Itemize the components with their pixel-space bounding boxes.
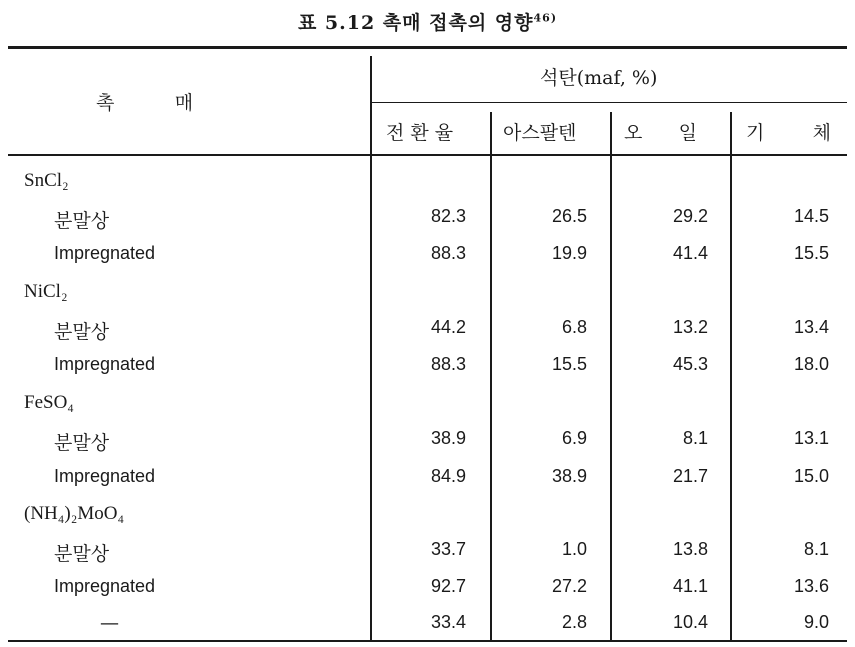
conversion-value: 88.3 [430, 243, 466, 263]
caption-text: 표 5.12 촉매 접촉의 영향 [297, 12, 534, 34]
table-row [0, 386, 855, 423]
conversion-value: 33.4 [430, 612, 466, 632]
table-row [0, 237, 855, 274]
asphaltene-value: 6.8 [561, 317, 587, 337]
gas-value: 13.6 [793, 576, 829, 596]
form-label: Impregnated [54, 354, 156, 374]
conversion-value: 88.3 [430, 354, 466, 374]
gas-value: 15.5 [793, 243, 829, 263]
conversion-value: 33.7 [430, 539, 466, 559]
table-row [0, 460, 855, 497]
table-row [0, 533, 855, 570]
oil-value: 41.4 [672, 243, 708, 263]
header-asphaltene: 아스팔텐 [503, 122, 577, 144]
header-mid-rule [372, 102, 847, 103]
form-label: 분말상 [54, 543, 110, 565]
asphaltene-value: 26.5 [551, 206, 587, 226]
gas-value: 13.1 [793, 428, 829, 448]
table-row [0, 275, 855, 312]
header-oil: 오 일 [624, 122, 697, 144]
asphaltene-value: 2.8 [561, 612, 587, 632]
conversion-value: 92.7 [430, 576, 466, 596]
table-row [0, 164, 855, 201]
conversion-value: 38.9 [430, 428, 466, 448]
catalyst-name: (NH₄)₂MoO₄ [24, 503, 125, 524]
header-gas: 기 체 [746, 122, 832, 144]
form-label: Impregnated [54, 243, 156, 263]
oil-value: 41.1 [672, 576, 708, 596]
table-row [0, 348, 855, 385]
form-label: 분말상 [54, 210, 110, 232]
table-row [0, 422, 855, 459]
oil-value: 8.1 [682, 428, 708, 448]
asphaltene-value: 19.9 [551, 243, 587, 263]
oil-value: 10.4 [672, 612, 708, 632]
header-coal: 석탄(maf, %) [540, 67, 658, 89]
asphaltene-value: 38.9 [551, 466, 587, 486]
gas-value: 9.0 [803, 612, 829, 632]
oil-value: 13.8 [672, 539, 708, 559]
gas-value: 18.0 [793, 354, 829, 374]
asphaltene-value: 1.0 [561, 539, 587, 559]
form-label: — [100, 612, 119, 634]
form-label: Impregnated [54, 576, 156, 596]
top-rule [8, 46, 847, 49]
table-row [0, 606, 855, 643]
asphaltene-value: 27.2 [551, 576, 587, 596]
gas-value: 13.4 [793, 317, 829, 337]
asphaltene-value: 15.5 [551, 354, 587, 374]
conversion-value: 84.9 [430, 466, 466, 486]
table-row [0, 570, 855, 607]
gas-value: 14.5 [793, 206, 829, 226]
form-label: Impregnated [54, 466, 156, 486]
table-caption [0, 8, 855, 35]
form-label: 분말상 [54, 321, 110, 343]
header-conversion: 전 환 율 [386, 122, 454, 144]
table-row [0, 497, 855, 534]
asphaltene-value: 6.9 [561, 428, 587, 448]
header-bottom-rule [8, 154, 847, 156]
catalyst-name: NiCl₂ [24, 281, 68, 302]
catalyst-name: SnCl₂ [24, 170, 69, 191]
conversion-value: 44.2 [430, 317, 466, 337]
oil-value: 21.7 [672, 466, 708, 486]
catalyst-name: FeSO₄ [24, 392, 74, 413]
gas-value: 15.0 [793, 466, 829, 486]
conversion-value: 82.3 [430, 206, 466, 226]
caption-reference: 46) [533, 11, 558, 25]
table-row [0, 311, 855, 348]
form-label: 분말상 [54, 432, 110, 454]
oil-value: 13.2 [672, 317, 708, 337]
oil-value: 45.3 [672, 354, 708, 374]
gas-value: 8.1 [803, 539, 829, 559]
oil-value: 29.2 [672, 206, 708, 226]
header-catalyst: 촉 매 [96, 92, 194, 114]
table-row [0, 200, 855, 237]
